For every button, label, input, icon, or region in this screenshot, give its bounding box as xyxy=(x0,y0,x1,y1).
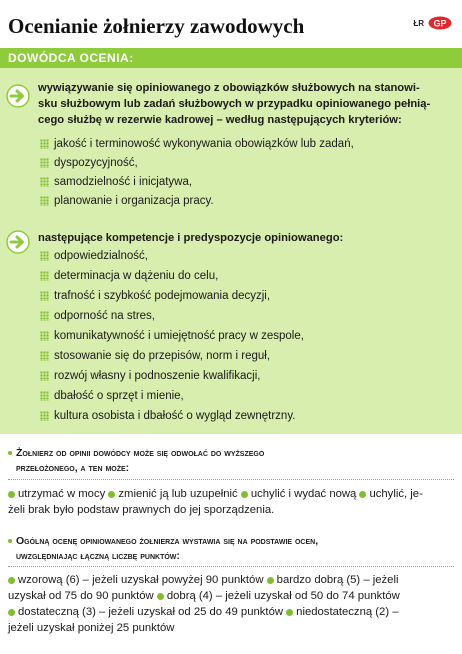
section-bar xyxy=(0,48,462,68)
gp-logo-text: GP xyxy=(433,18,447,29)
arrow-right-circle-icon xyxy=(6,230,30,254)
brand-mark xyxy=(413,16,452,30)
list-item-text: trafność i szybkość podejmowania decyzji, xyxy=(54,290,271,302)
list-item xyxy=(40,248,148,264)
appeal-option: zmienić ją lub uzupełnić xyxy=(118,488,238,500)
dot-bullet-icon xyxy=(8,451,12,455)
list-item xyxy=(40,408,295,424)
list-item xyxy=(40,308,155,324)
page-title: Ocenianie żołnierzy zawodowych xyxy=(8,14,305,38)
list-item xyxy=(40,136,354,152)
list-item-text: dyspozycyjność, xyxy=(54,157,138,169)
list-item-text: samodzielność i inicjatywa, xyxy=(54,176,193,188)
arrow-right-circle-icon xyxy=(6,84,30,108)
green-dot-icon xyxy=(241,491,248,498)
list-item-text: dbałość o sprzęt i mienie, xyxy=(54,390,184,402)
block2-intro: następujące kompetencje i predyspozycje opiniowanego: xyxy=(38,232,344,244)
list-item-text: planowanie i organizacja pracy. xyxy=(54,195,214,207)
grades-heading-line: uwzględniając łączną liczbę punktów: xyxy=(16,550,180,562)
green-dot-icon xyxy=(359,491,366,498)
dots-bullet-icon xyxy=(40,251,49,261)
dots-bullet-icon xyxy=(40,391,49,401)
list-item-text: stosowanie się do przepisów, norm i reguł, xyxy=(54,350,271,362)
appeal-option: uchylić i wydać nową xyxy=(250,488,357,500)
section-bar-label: DOWÓDCA OCENIA: xyxy=(8,51,134,65)
list-item xyxy=(40,174,192,190)
grades-list xyxy=(8,572,456,636)
appeal-option: uchylić, je- xyxy=(369,488,423,500)
dots-bullet-icon xyxy=(40,158,49,168)
block1-intro-line: cego służbę w rezerwie kadrowej – według następujących kryteriów: xyxy=(38,114,402,126)
dots-bullet-icon xyxy=(40,291,49,301)
green-dot-icon xyxy=(108,491,115,498)
green-dot-icon xyxy=(8,609,15,616)
block1-intro xyxy=(38,80,450,128)
list-item xyxy=(40,348,270,364)
appeal-heading-line: przełożonego, a ten może: xyxy=(16,462,130,474)
divider xyxy=(8,479,454,480)
dots-bullet-icon xyxy=(40,411,49,421)
green-dot-icon xyxy=(286,609,293,616)
brand-small-text: ŁR xyxy=(413,18,424,28)
dot-bullet-icon xyxy=(8,539,12,543)
appeal-option: utrzymać w mocy xyxy=(18,488,106,500)
dots-bullet-icon xyxy=(40,271,49,281)
dots-bullet-icon xyxy=(40,139,49,149)
list-item xyxy=(40,155,138,171)
appeal-options xyxy=(8,486,456,518)
list-item-text: determinacja w dążeniu do celu, xyxy=(54,270,219,282)
dots-bullet-icon xyxy=(40,371,49,381)
appeal-tail: żeli brak było podstaw prawnych do jej sporządzenia. xyxy=(8,504,275,516)
grade-text: jeżeli uzyskał poniżej 25 punktów xyxy=(8,622,175,634)
grade-text: dostateczną (3) – jeżeli uzyskał od 25 do 49 punktów xyxy=(18,606,284,618)
dots-bullet-icon xyxy=(40,331,49,341)
appeal-heading xyxy=(8,446,454,476)
dots-bullet-icon xyxy=(40,177,49,187)
green-dot-icon xyxy=(157,593,164,600)
list-item-text: kultura osobista i dbałość o wygląd zewnętrzny. xyxy=(54,410,296,422)
grade-text: uzyskał od 75 do 90 punktów xyxy=(8,590,154,602)
list-item-text: rozwój własny i podnoszenie kwalifikacji, xyxy=(54,370,261,382)
green-dot-icon xyxy=(8,491,15,498)
grade-text: wzorową (6) – jeżeli uzyskał powyżej 90 punktów xyxy=(18,574,264,586)
grades-heading xyxy=(8,534,454,564)
list-item xyxy=(40,388,184,404)
green-dot-icon xyxy=(8,577,15,584)
dots-bullet-icon xyxy=(40,196,49,206)
list-item xyxy=(40,368,260,384)
list-item-text: komunikatywność i umiejętność pracy w zespole, xyxy=(54,330,304,342)
grade-text: niedostateczną (2) – xyxy=(296,606,399,618)
list-item xyxy=(40,193,214,209)
block1-intro-line: wywiązywanie się opiniowanego z obowiązków służbowych na stanowi- xyxy=(38,82,420,94)
dots-bullet-icon xyxy=(40,351,49,361)
list-item xyxy=(40,268,218,284)
grade-text: dobrą (4) – jeżeli uzyskał od 50 do 74 punktów xyxy=(166,590,400,602)
list-item-text: odpowiedzialność, xyxy=(54,250,148,262)
list-item-text: jakość i terminowość wykonywania obowiązków lub zadań, xyxy=(54,138,354,150)
appeal-heading-line: Żołnierz od opinii dowódcy może się odwołać do wyższego xyxy=(16,447,265,459)
block1-intro-line: sku służbowym lub zadań służbowych w przypadku opiniowanego pełnią- xyxy=(38,98,431,110)
list-item xyxy=(40,328,304,344)
dots-bullet-icon xyxy=(40,311,49,321)
green-dot-icon xyxy=(267,577,274,584)
gp-logo-icon xyxy=(428,16,452,30)
list-item-text: odporność na stres, xyxy=(54,310,156,322)
list-item xyxy=(40,288,270,304)
grades-heading-line: Ogólną ocenę opiniowanego żołnierza wystawia się na podstawie ocen, xyxy=(16,535,319,547)
divider xyxy=(8,566,454,567)
grade-text: bardzo dobrą (5) – jeżeli xyxy=(276,574,399,586)
